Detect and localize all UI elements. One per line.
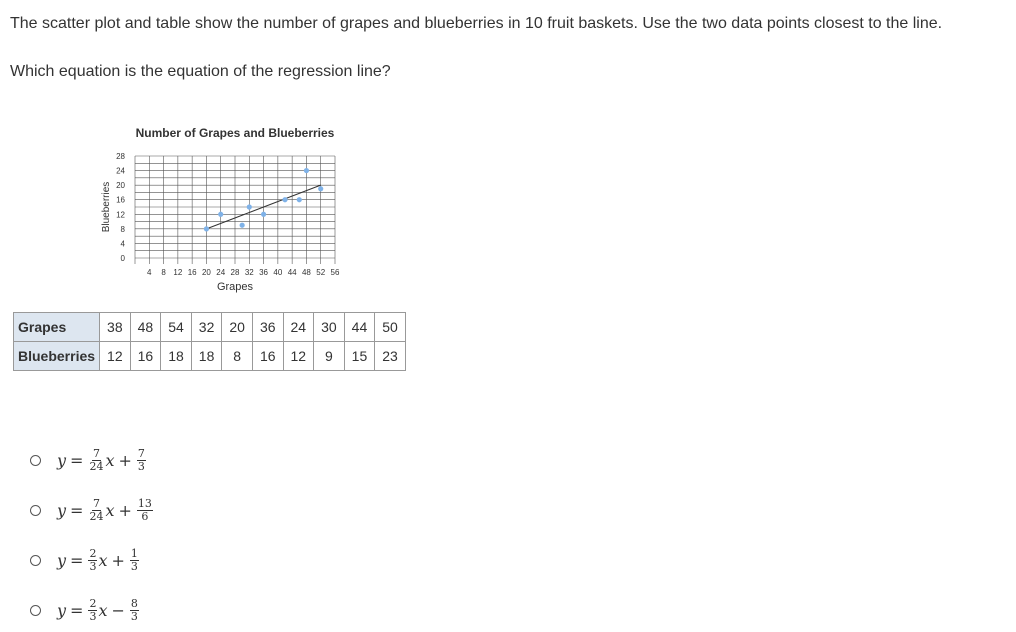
table-cell: 44 bbox=[344, 313, 375, 342]
var-y: y bbox=[57, 550, 67, 570]
x-tick-label: 24 bbox=[216, 268, 226, 277]
row-header: Grapes bbox=[14, 313, 100, 342]
table-cell: 50 bbox=[375, 313, 406, 342]
constant-fraction bbox=[130, 548, 139, 573]
equals-sign: = bbox=[70, 450, 84, 470]
numerator: 7 bbox=[137, 446, 145, 460]
y-tick-label: 0 bbox=[120, 254, 125, 263]
choice-3[interactable] bbox=[30, 540, 230, 580]
x-tick-label: 56 bbox=[330, 268, 340, 277]
coefficient-fraction bbox=[88, 448, 104, 473]
choice-2[interactable] bbox=[30, 490, 230, 530]
denominator: 6 bbox=[141, 509, 149, 523]
y-tick-label: 24 bbox=[116, 166, 125, 176]
y-tick-label: 28 bbox=[116, 152, 125, 161]
x-tick-label: 44 bbox=[287, 268, 297, 277]
question-intro: The scatter plot and table show the number of grapes and blueberries in 10 fruit baskets. Use the two data points closest to the line. bbox=[10, 15, 943, 32]
denominator: 24 bbox=[89, 459, 104, 473]
x-tick-label: 4 bbox=[147, 268, 152, 277]
y-axis-label: Blueberries bbox=[101, 181, 112, 233]
y-tick-label: 16 bbox=[116, 195, 125, 205]
numerator: 7 bbox=[92, 446, 100, 460]
choice-4[interactable] bbox=[30, 590, 230, 630]
table-cell: 18 bbox=[191, 342, 222, 371]
table-cell: 38 bbox=[100, 313, 131, 342]
x-tick-label: 8 bbox=[161, 268, 166, 277]
numerator: 1 bbox=[130, 546, 138, 560]
chart-title: Number of Grapes and Blueberries bbox=[135, 126, 335, 140]
radio-button[interactable] bbox=[30, 505, 41, 516]
x-tick-label: 12 bbox=[173, 268, 183, 277]
numerator: 2 bbox=[89, 596, 97, 610]
table-cell: 36 bbox=[252, 313, 283, 342]
radio-button[interactable] bbox=[30, 455, 41, 466]
data-point bbox=[247, 204, 252, 209]
table-row bbox=[14, 313, 406, 342]
data-point bbox=[297, 197, 302, 202]
var-y: y bbox=[57, 500, 67, 520]
var-y: y bbox=[57, 600, 67, 620]
data-point bbox=[204, 226, 209, 231]
x-tick-label: 20 bbox=[201, 268, 211, 277]
table-cell: 16 bbox=[252, 342, 283, 371]
radio-button[interactable] bbox=[30, 605, 41, 616]
operator: + bbox=[118, 500, 132, 520]
var-x: x bbox=[98, 600, 108, 620]
table-cell: 16 bbox=[130, 342, 161, 371]
numerator: 2 bbox=[89, 546, 97, 560]
equation bbox=[57, 548, 140, 573]
constant-fraction bbox=[137, 448, 146, 473]
x-tick-label: 16 bbox=[187, 268, 197, 277]
data-point bbox=[218, 212, 223, 217]
constant-fraction bbox=[130, 598, 139, 623]
table-cell: 15 bbox=[344, 342, 375, 371]
denominator: 3 bbox=[89, 609, 97, 623]
x-tick-label: 28 bbox=[230, 268, 240, 277]
table-cell: 12 bbox=[283, 342, 314, 371]
operator: − bbox=[111, 600, 125, 620]
data-point bbox=[304, 168, 309, 173]
coefficient-fraction bbox=[88, 548, 97, 573]
table-cell: 30 bbox=[314, 313, 345, 342]
coefficient-fraction bbox=[88, 498, 104, 523]
table-cell: 23 bbox=[375, 342, 406, 371]
equals-sign: = bbox=[70, 500, 84, 520]
table-row bbox=[14, 342, 406, 371]
table-cell: 12 bbox=[100, 342, 131, 371]
table-cell: 18 bbox=[161, 342, 192, 371]
equals-sign: = bbox=[70, 550, 84, 570]
x-tick-label: 40 bbox=[273, 268, 283, 277]
operator: + bbox=[111, 550, 125, 570]
data-point bbox=[261, 212, 266, 217]
x-axis-label: Grapes bbox=[216, 281, 254, 293]
denominator: 3 bbox=[130, 609, 138, 623]
operator: + bbox=[118, 450, 132, 470]
numerator: 13 bbox=[137, 496, 152, 510]
y-tick-label: 4 bbox=[120, 239, 125, 249]
data-table bbox=[13, 312, 406, 371]
var-y: y bbox=[57, 450, 67, 470]
table-cell: 54 bbox=[161, 313, 192, 342]
var-x: x bbox=[105, 500, 115, 520]
table-cell: 24 bbox=[283, 313, 314, 342]
choice-1[interactable] bbox=[30, 440, 230, 480]
equation bbox=[57, 448, 147, 473]
var-x: x bbox=[98, 550, 108, 570]
denominator: 24 bbox=[89, 509, 104, 523]
table-cell: 20 bbox=[222, 313, 253, 342]
radio-button[interactable] bbox=[30, 555, 41, 566]
numerator: 7 bbox=[92, 496, 100, 510]
x-tick-label: 32 bbox=[244, 268, 254, 277]
var-x: x bbox=[105, 450, 115, 470]
x-tick-label: 36 bbox=[259, 268, 269, 277]
data-point bbox=[318, 186, 323, 191]
y-tick-label: 12 bbox=[116, 210, 125, 220]
numerator: 8 bbox=[130, 596, 138, 610]
scatter-plot bbox=[95, 122, 355, 302]
equals-sign: = bbox=[70, 600, 84, 620]
x-tick-label: 52 bbox=[316, 268, 326, 277]
x-tick-label: 48 bbox=[301, 268, 311, 277]
equation bbox=[57, 598, 140, 623]
denominator: 3 bbox=[130, 559, 138, 573]
y-tick-label: 8 bbox=[120, 224, 125, 234]
question-prompt: Which equation is the equation of the regression line? bbox=[10, 63, 391, 80]
y-tick-label: 20 bbox=[116, 181, 125, 191]
row-header: Blueberries bbox=[14, 342, 100, 371]
table-cell: 48 bbox=[130, 313, 161, 342]
data-point bbox=[282, 197, 287, 202]
denominator: 3 bbox=[137, 459, 145, 473]
table-cell: 8 bbox=[222, 342, 253, 371]
table-cell: 32 bbox=[191, 313, 222, 342]
equation bbox=[57, 498, 154, 523]
denominator: 3 bbox=[89, 559, 97, 573]
table-cell: 9 bbox=[314, 342, 345, 371]
data-point bbox=[240, 223, 245, 228]
constant-fraction bbox=[137, 498, 153, 523]
coefficient-fraction bbox=[88, 598, 97, 623]
